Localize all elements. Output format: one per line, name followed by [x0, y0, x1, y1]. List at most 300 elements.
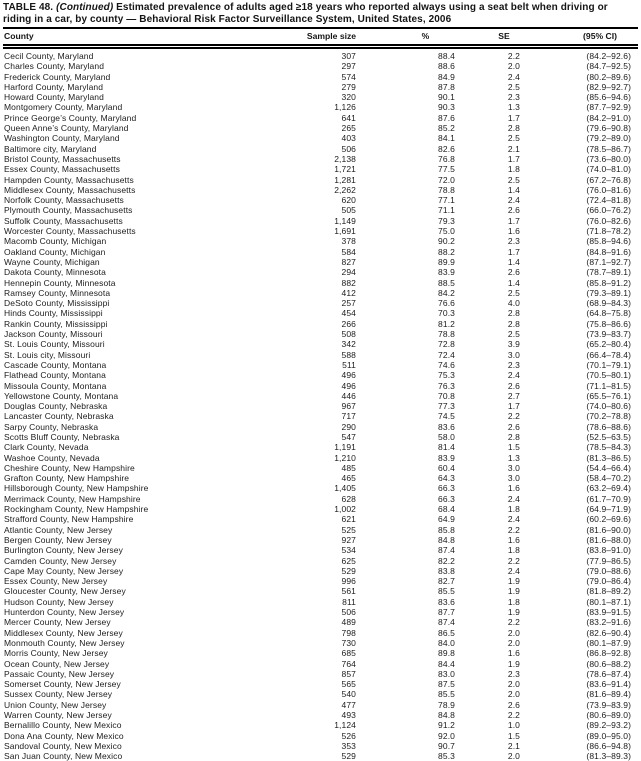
column-header-se: SE	[458, 29, 520, 47]
table-row	[3, 514, 638, 524]
cell-county: Sussex County, New Jersey	[3, 689, 295, 699]
cell-ci: (81.6–89.4)	[520, 689, 638, 699]
table-row	[3, 288, 638, 298]
cell-sample-size: 485	[295, 463, 368, 473]
table-row	[3, 453, 638, 463]
cell-county: Dona Ana County, New Mexico	[3, 731, 295, 741]
cell-ci: (77.9–86.5)	[520, 556, 638, 566]
cell-percent: 84.2	[368, 288, 458, 298]
cell-sample-size: 621	[295, 514, 368, 524]
cell-sample-size: 1,126	[295, 102, 368, 112]
cell-percent: 83.6	[368, 422, 458, 432]
table-row	[3, 144, 638, 154]
cell-percent: 84.8	[368, 710, 458, 720]
cell-county: Cape May County, New Jersey	[3, 566, 295, 576]
cell-percent: 87.7	[368, 607, 458, 617]
cell-se: 2.5	[458, 175, 520, 185]
table-row	[3, 422, 638, 432]
cell-percent: 89.9	[368, 257, 458, 267]
cell-ci: (66.0–76.2)	[520, 205, 638, 215]
cell-se: 2.0	[458, 679, 520, 689]
cell-county: San Juan County, New Mexico	[3, 751, 295, 761]
cell-sample-size: 927	[295, 535, 368, 545]
cell-county: Ramsey County, Minnesota	[3, 288, 295, 298]
cell-sample-size: 540	[295, 689, 368, 699]
cell-sample-size: 489	[295, 617, 368, 627]
cell-sample-size: 2,138	[295, 154, 368, 164]
cell-sample-size: 465	[295, 473, 368, 483]
cell-se: 1.9	[458, 659, 520, 669]
cell-ci: (63.2–69.4)	[520, 483, 638, 493]
cell-sample-size: 403	[295, 133, 368, 143]
table-row	[3, 617, 638, 627]
cell-sample-size: 685	[295, 648, 368, 658]
cell-sample-size: 798	[295, 628, 368, 638]
cell-sample-size: 353	[295, 741, 368, 751]
cell-se: 2.5	[458, 82, 520, 92]
cell-percent: 87.5	[368, 679, 458, 689]
cell-se: 2.2	[458, 47, 520, 62]
cell-sample-size: 967	[295, 401, 368, 411]
table-title	[3, 2, 638, 25]
cell-county: Bernalillo County, New Mexico	[3, 720, 295, 730]
cell-ci: (79.0–88.6)	[520, 566, 638, 576]
cell-percent: 84.8	[368, 535, 458, 545]
cell-ci: (83.6–91.4)	[520, 679, 638, 689]
cell-se: 1.7	[458, 401, 520, 411]
cell-sample-size: 1,691	[295, 226, 368, 236]
cell-percent: 90.7	[368, 741, 458, 751]
cell-se: 1.9	[458, 586, 520, 596]
cell-county: Bristol County, Massachusetts	[3, 154, 295, 164]
cell-se: 1.0	[458, 720, 520, 730]
table-header-row	[3, 29, 638, 47]
cell-percent: 92.0	[368, 731, 458, 741]
cell-sample-size: 508	[295, 329, 368, 339]
cell-se: 1.9	[458, 607, 520, 617]
table-row	[3, 236, 638, 246]
cell-county: Wayne County, Michigan	[3, 257, 295, 267]
cell-ci: (78.6–88.6)	[520, 422, 638, 432]
cell-percent: 84.4	[368, 659, 458, 669]
cell-county: Sandoval County, New Mexico	[3, 741, 295, 751]
cell-ci: (82.6–90.4)	[520, 628, 638, 638]
cell-county: Morris County, New Jersey	[3, 648, 295, 658]
column-header-sample-size: Sample size	[295, 29, 368, 47]
cell-ci: (80.1–87.9)	[520, 638, 638, 648]
cell-county: Dakota County, Minnesota	[3, 267, 295, 277]
cell-percent: 78.8	[368, 185, 458, 195]
cell-ci: (81.3–89.3)	[520, 751, 638, 761]
table-row	[3, 47, 638, 62]
table-row	[3, 504, 638, 514]
cell-ci: (73.9–83.9)	[520, 700, 638, 710]
table-row	[3, 175, 638, 185]
cell-sample-size: 342	[295, 339, 368, 349]
cell-sample-size: 1,149	[295, 216, 368, 226]
cell-percent: 66.3	[368, 483, 458, 493]
cell-ci: (85.6–94.6)	[520, 92, 638, 102]
cell-county: Flathead County, Montana	[3, 370, 295, 380]
cell-percent: 77.5	[368, 164, 458, 174]
cell-ci: (70.2–78.8)	[520, 411, 638, 421]
cell-se: 2.8	[458, 319, 520, 329]
cell-county: Hampden County, Massachusetts	[3, 175, 295, 185]
table-row	[3, 535, 638, 545]
cell-percent: 72.0	[368, 175, 458, 185]
table-row	[3, 525, 638, 535]
cell-ci: (75.8–86.6)	[520, 319, 638, 329]
table-row	[3, 731, 638, 741]
cell-ci: (81.8–89.2)	[520, 586, 638, 596]
cell-county: Charles County, Maryland	[3, 61, 295, 71]
cell-ci: (61.7–70.9)	[520, 494, 638, 504]
cell-se: 2.8	[458, 432, 520, 442]
cell-ci: (74.0–81.0)	[520, 164, 638, 174]
cell-percent: 70.8	[368, 391, 458, 401]
cell-percent: 87.8	[368, 82, 458, 92]
cell-county: Somerset County, New Jersey	[3, 679, 295, 689]
cell-ci: (87.1–92.7)	[520, 257, 638, 267]
cell-ci: (79.0–86.4)	[520, 576, 638, 586]
cell-sample-size: 320	[295, 92, 368, 102]
cell-sample-size: 454	[295, 308, 368, 318]
cell-county: Howard County, Maryland	[3, 92, 295, 102]
table-row	[3, 319, 638, 329]
cell-se: 1.9	[458, 576, 520, 586]
cell-sample-size: 529	[295, 566, 368, 576]
table-row	[3, 679, 638, 689]
cell-sample-size: 574	[295, 72, 368, 82]
cell-percent: 60.4	[368, 463, 458, 473]
cell-county: Cascade County, Montana	[3, 360, 295, 370]
cell-sample-size: 1,002	[295, 504, 368, 514]
cell-se: 4.0	[458, 298, 520, 308]
cell-sample-size: 1,124	[295, 720, 368, 730]
cell-sample-size: 584	[295, 247, 368, 257]
cell-se: 2.4	[458, 566, 520, 576]
cell-se: 2.0	[458, 689, 520, 699]
cell-ci: (72.4–81.8)	[520, 195, 638, 205]
cell-county: Hunterdon County, New Jersey	[3, 607, 295, 617]
cell-county: Burlington County, New Jersey	[3, 545, 295, 555]
cell-percent: 86.5	[368, 628, 458, 638]
cell-ci: (85.8–94.6)	[520, 236, 638, 246]
cell-sample-size: 446	[295, 391, 368, 401]
table-row	[3, 360, 638, 370]
cell-percent: 64.3	[368, 473, 458, 483]
cell-se: 1.4	[458, 185, 520, 195]
cell-county: Warren County, New Jersey	[3, 710, 295, 720]
cell-county: Hennepin County, Minnesota	[3, 278, 295, 288]
cell-se: 1.7	[458, 247, 520, 257]
cell-sample-size: 279	[295, 82, 368, 92]
cell-se: 2.0	[458, 638, 520, 648]
cell-se: 3.0	[458, 463, 520, 473]
cell-se: 1.6	[458, 535, 520, 545]
cell-ci: (82.9–92.7)	[520, 82, 638, 92]
cell-ci: (79.3–89.1)	[520, 288, 638, 298]
cell-county: Ocean County, New Jersey	[3, 659, 295, 669]
table-row	[3, 597, 638, 607]
table-header	[3, 29, 638, 47]
table-row	[3, 133, 638, 143]
cell-percent: 91.2	[368, 720, 458, 730]
cell-se: 1.8	[458, 597, 520, 607]
cell-percent: 88.2	[368, 247, 458, 257]
cell-sample-size: 496	[295, 370, 368, 380]
cell-ci: (79.2–89.0)	[520, 133, 638, 143]
cell-county: Hinds County, Mississippi	[3, 308, 295, 318]
cell-se: 2.2	[458, 525, 520, 535]
cell-percent: 85.8	[368, 525, 458, 535]
cell-county: Rockingham County, New Hampshire	[3, 504, 295, 514]
cell-se: 1.5	[458, 442, 520, 452]
cell-sample-size: 506	[295, 607, 368, 617]
cell-percent: 78.9	[368, 700, 458, 710]
cell-percent: 87.6	[368, 113, 458, 123]
cell-sample-size: 297	[295, 61, 368, 71]
cell-percent: 75.0	[368, 226, 458, 236]
cell-se: 1.3	[458, 453, 520, 463]
table-row	[3, 298, 638, 308]
cell-se: 2.0	[458, 628, 520, 638]
cell-county: Monmouth County, New Jersey	[3, 638, 295, 648]
cell-county: Prince George’s County, Maryland	[3, 113, 295, 123]
cell-percent: 84.0	[368, 638, 458, 648]
column-header-county: County	[3, 29, 295, 47]
cell-sample-size: 412	[295, 288, 368, 298]
table-row	[3, 391, 638, 401]
cell-county: Gloucester County, New Jersey	[3, 586, 295, 596]
cell-ci: (58.4–70.2)	[520, 473, 638, 483]
cell-county: Harford County, Maryland	[3, 82, 295, 92]
cell-sample-size: 529	[295, 751, 368, 761]
table-row	[3, 576, 638, 586]
cell-se: 2.3	[458, 236, 520, 246]
cell-county: Plymouth County, Massachusetts	[3, 205, 295, 215]
cell-sample-size: 496	[295, 381, 368, 391]
cell-se: 1.6	[458, 226, 520, 236]
cell-percent: 90.1	[368, 92, 458, 102]
table-row	[3, 483, 638, 493]
cell-sample-size: 307	[295, 47, 368, 62]
cell-percent: 90.3	[368, 102, 458, 112]
cell-percent: 75.3	[368, 370, 458, 380]
cell-se: 1.8	[458, 164, 520, 174]
cell-county: Norfolk County, Massachusetts	[3, 195, 295, 205]
cell-ci: (67.2–76.8)	[520, 175, 638, 185]
cell-sample-size: 511	[295, 360, 368, 370]
table-row	[3, 638, 638, 648]
cell-ci: (80.2–89.6)	[520, 72, 638, 82]
cell-se: 2.8	[458, 308, 520, 318]
cell-se: 1.6	[458, 483, 520, 493]
table-body	[3, 47, 638, 761]
table-row	[3, 92, 638, 102]
table-row	[3, 123, 638, 133]
cell-se: 1.5	[458, 731, 520, 741]
cell-sample-size: 730	[295, 638, 368, 648]
cell-se: 2.3	[458, 92, 520, 102]
table-row	[3, 381, 638, 391]
cell-ci: (83.2–91.6)	[520, 617, 638, 627]
cell-ci: (80.6–88.2)	[520, 659, 638, 669]
cell-county: Atlantic County, New Jersey	[3, 525, 295, 535]
cell-percent: 77.1	[368, 195, 458, 205]
cell-se: 2.3	[458, 360, 520, 370]
column-header-ci: (95% CI)	[520, 29, 638, 47]
cell-county: Montgomery County, Maryland	[3, 102, 295, 112]
cell-ci: (73.9–83.7)	[520, 329, 638, 339]
cell-sample-size: 588	[295, 350, 368, 360]
cell-county: Union County, New Jersey	[3, 700, 295, 710]
cell-ci: (70.5–80.1)	[520, 370, 638, 380]
cell-ci: (79.6–90.8)	[520, 123, 638, 133]
cell-percent: 85.2	[368, 123, 458, 133]
cell-sample-size: 477	[295, 700, 368, 710]
table-row	[3, 102, 638, 112]
cell-ci: (80.1–87.1)	[520, 597, 638, 607]
cell-sample-size: 857	[295, 669, 368, 679]
cell-sample-size: 565	[295, 679, 368, 689]
cell-se: 2.4	[458, 72, 520, 82]
cell-percent: 66.3	[368, 494, 458, 504]
cell-se: 3.0	[458, 473, 520, 483]
cell-se: 1.6	[458, 648, 520, 658]
table-row	[3, 72, 638, 82]
cell-percent: 58.0	[368, 432, 458, 442]
cell-sample-size: 378	[295, 236, 368, 246]
cell-ci: (78.5–84.3)	[520, 442, 638, 452]
title-continued: (Continued)	[56, 2, 113, 13]
cell-sample-size: 620	[295, 195, 368, 205]
table-row	[3, 350, 638, 360]
cell-ci: (78.5–86.7)	[520, 144, 638, 154]
cell-sample-size: 294	[295, 267, 368, 277]
cell-county: DeSoto County, Mississippi	[3, 298, 295, 308]
cell-ci: (70.1–79.1)	[520, 360, 638, 370]
cell-county: Washington County, Maryland	[3, 133, 295, 143]
cell-se: 2.1	[458, 741, 520, 751]
cell-ci: (74.0–80.6)	[520, 401, 638, 411]
cell-se: 1.8	[458, 504, 520, 514]
cell-percent: 85.5	[368, 586, 458, 596]
table-row	[3, 401, 638, 411]
cell-ci: (71.1–81.5)	[520, 381, 638, 391]
cell-se: 2.6	[458, 205, 520, 215]
cell-percent: 82.6	[368, 144, 458, 154]
table-row	[3, 216, 638, 226]
table-row	[3, 308, 638, 318]
table-row	[3, 195, 638, 205]
cell-sample-size: 257	[295, 298, 368, 308]
table-row	[3, 473, 638, 483]
cell-ci: (81.6–88.0)	[520, 535, 638, 545]
cell-percent: 81.4	[368, 442, 458, 452]
cell-se: 2.1	[458, 144, 520, 154]
cell-county: Strafford County, New Hampshire	[3, 514, 295, 524]
title-text-line2: riding in a car, by county — Behavioral Risk Factor Surveillance System, United States, 2006	[3, 14, 451, 25]
cell-sample-size: 1,210	[295, 453, 368, 463]
cell-sample-size: 717	[295, 411, 368, 421]
cell-se: 2.3	[458, 669, 520, 679]
cell-se: 2.5	[458, 288, 520, 298]
cell-ci: (86.6–94.8)	[520, 741, 638, 751]
cell-se: 2.5	[458, 133, 520, 143]
cell-sample-size: 266	[295, 319, 368, 329]
table-row	[3, 710, 638, 720]
cell-ci: (84.7–92.5)	[520, 61, 638, 71]
cell-county: Missoula County, Montana	[3, 381, 295, 391]
cell-sample-size: 641	[295, 113, 368, 123]
cell-sample-size: 493	[295, 710, 368, 720]
table-row	[3, 586, 638, 596]
cell-sample-size: 1,405	[295, 483, 368, 493]
cell-se: 2.7	[458, 391, 520, 401]
cell-sample-size: 625	[295, 556, 368, 566]
cell-percent: 82.2	[368, 556, 458, 566]
cell-percent: 81.2	[368, 319, 458, 329]
title-text-line1: Estimated prevalence of adults aged ≥18 years who reported always using a seat belt when driving or	[116, 2, 608, 13]
cell-county: Cheshire County, New Hampshire	[3, 463, 295, 473]
cell-ci: (73.6–80.0)	[520, 154, 638, 164]
table-row	[3, 164, 638, 174]
cell-sample-size: 506	[295, 144, 368, 154]
table-row	[3, 741, 638, 751]
cell-percent: 88.4	[368, 47, 458, 62]
cell-ci: (84.2–91.0)	[520, 113, 638, 123]
cell-county: Passaic County, New Jersey	[3, 669, 295, 679]
cell-ci: (66.4–78.4)	[520, 350, 638, 360]
cell-sample-size: 547	[295, 432, 368, 442]
cell-percent: 76.6	[368, 298, 458, 308]
cell-percent: 74.5	[368, 411, 458, 421]
cell-county: Frederick County, Maryland	[3, 72, 295, 82]
cell-se: 2.5	[458, 329, 520, 339]
cell-percent: 79.3	[368, 216, 458, 226]
cell-county: Yellowstone County, Montana	[3, 391, 295, 401]
cell-ci: (87.7–92.9)	[520, 102, 638, 112]
table-number: TABLE 48.	[3, 2, 53, 13]
cell-se: 1.8	[458, 545, 520, 555]
cell-percent: 83.6	[368, 597, 458, 607]
cell-ci: (60.2–69.6)	[520, 514, 638, 524]
cell-percent: 82.7	[368, 576, 458, 586]
cell-ci: (78.7–89.1)	[520, 267, 638, 277]
table-row	[3, 545, 638, 555]
table-row	[3, 689, 638, 699]
cell-se: 2.6	[458, 422, 520, 432]
cell-county: Douglas County, Nebraska	[3, 401, 295, 411]
cell-se: 2.2	[458, 411, 520, 421]
cell-percent: 85.5	[368, 689, 458, 699]
table-row	[3, 226, 638, 236]
cell-ci: (86.8–92.8)	[520, 648, 638, 658]
cell-county: Grafton County, New Hampshire	[3, 473, 295, 483]
cell-ci: (84.2–92.6)	[520, 47, 638, 62]
cell-county: Sarpy County, Nebraska	[3, 422, 295, 432]
table-row	[3, 432, 638, 442]
cell-percent: 83.9	[368, 267, 458, 277]
cell-county: Essex County, Massachusetts	[3, 164, 295, 174]
cell-sample-size: 996	[295, 576, 368, 586]
table-row	[3, 556, 638, 566]
cell-ci: (78.6–87.4)	[520, 669, 638, 679]
table-row	[3, 185, 638, 195]
table-row	[3, 442, 638, 452]
cell-percent: 72.4	[368, 350, 458, 360]
